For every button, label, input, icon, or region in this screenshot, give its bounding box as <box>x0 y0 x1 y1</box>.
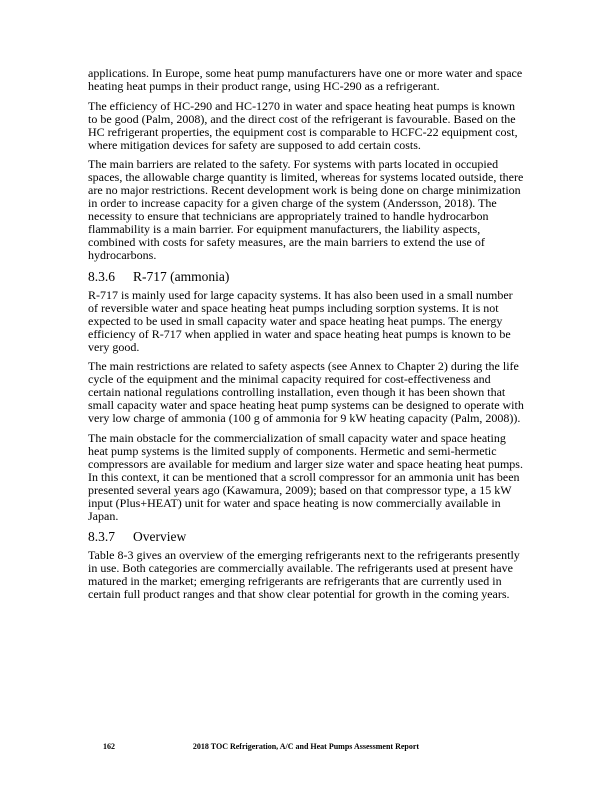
body-paragraph-r717-restrictions: The main restrictions are related to safety aspects (see Annex to Chapter 2) during the life cycle of the equipment and the minimal capacity required for cost-effectiveness and certain national regulations controlling installation, even though it has been shown that small capacity water and space heating heat pump systems can be designed to operate with very low charge of ammonia (100 g of ammonia for 9 kW heating capacity (Palm, 2008)). <box>88 359 524 425</box>
body-paragraph-barriers: The main barriers are related to the safety. For systems with parts located in occupied spaces, the allowable charge quantity is limited, whereas for systems located outside, there are no major restrictions. Recent development work is being done on charge minimization in order to increase capacity for a given charge of the system (Andersson, 2018). The necessity to ensure that technicians are appropriately trained to handle hydrocarbon flammability is a main barrier. For equipment manufacturers, the liability aspects, combined with costs for safety measures, are the main barriers to extend the use of hydrocarbons. <box>88 157 524 262</box>
body-paragraph-overview: Table 8-3 gives an overview of the emerging refrigerants next to the refrigerants presently in use. Both categories are commercially available. The refrigerants used at present have matured in the market; emerging refrigerants are refrigerants that are currently used in certain full product ranges and that show clear potential for growth in the coming years. <box>88 548 520 601</box>
section-title: R-717 (ammonia) <box>133 268 230 284</box>
page-body-text <box>88 67 525 608</box>
footer-page-number: 162 <box>103 742 115 751</box>
body-paragraph-efficiency: The efficiency of HC-290 and HC-1270 in water and space heating heat pumps is known to be good (Palm, 2008), and the direct cost of the refrigerant is favourable. Based on the HC refrigerant properties, the equipment cost is comparable to HCFC-22 equipment cost, where mitigation devices for safety are supposed to add certain costs. <box>88 98 518 152</box>
section-number: 8.3.6 <box>88 268 115 284</box>
footer-report-title: 2018 TOC Refrigeration, A/C and Heat Pumps Assessment Report <box>192 742 420 751</box>
page-footer <box>0 742 612 752</box>
body-paragraph-r717-use: R-717 is mainly used for large capacity systems. It has also been used in a small number of reversible water and space heating heat pumps including sorption systems. It is not expected to be used in small capacity water and space heating heat pumps. The energy efficiency of R-717 when applied in water and space heating heat pumps is known to be very good. <box>88 287 513 354</box>
body-paragraph-r717-obstacle: The main obstacle for the commercialization of small capacity water and space heating heat pump systems is the limited supply of components. Hermetic and semi-hermetic compressors are available for medium and larger size water and space heating heat pumps. In this context, it can be mentioned that a scroll compressor for an ammonia unit has been presented several years ago (Kawamura, 2009); based on that compressor type, a 15 kW input (Plus+HEAT) unit for water and space heating is now commercially available in Japan. <box>88 430 523 523</box>
section-number: 8.3.7 <box>88 529 115 544</box>
section-heading-overview <box>88 529 525 545</box>
body-paragraph-applications: applications. In Europe, some heat pump manufacturers have one or more water and space heating heat pumps in their product range, using HC-290 as a refrigerant. <box>88 66 523 93</box>
section-heading-r717 <box>88 269 525 285</box>
section-title: Overview <box>133 529 187 544</box>
